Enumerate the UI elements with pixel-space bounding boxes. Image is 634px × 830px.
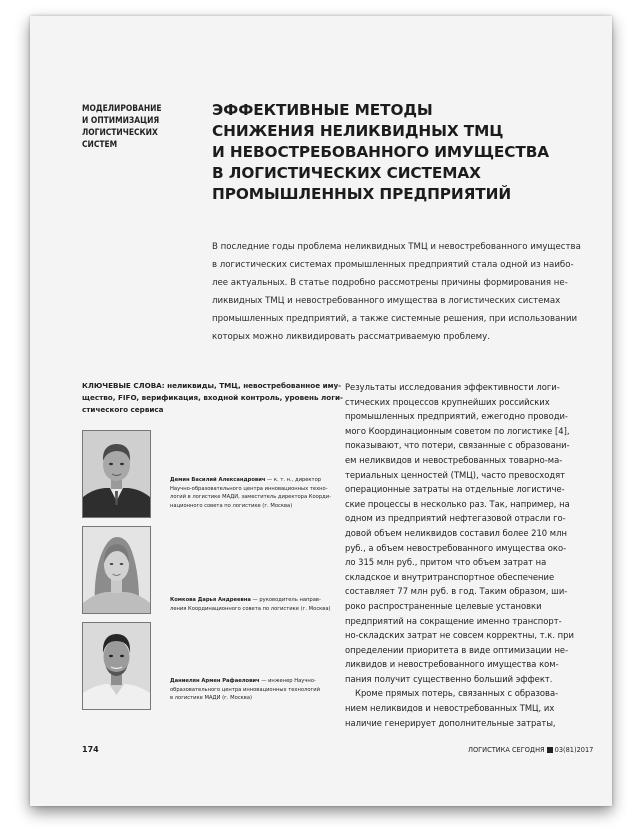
section-label: [82, 102, 192, 150]
body-line: определении приоритета в виде оптимизации не-: [345, 644, 569, 655]
body-line: Результаты исследования эффективности логи-: [345, 382, 560, 392]
author-role: — к. т. н., директор: [265, 477, 322, 483]
author-bio-demin: [170, 476, 330, 510]
author-bio-danielyan: [170, 677, 330, 703]
section-label-line: И ОПТИМИЗАЦИЯ: [82, 115, 160, 125]
abstract-line: ликвидных ТМЦ и невостребованного имущества в логистических системах: [212, 296, 561, 306]
keywords-line: щество, FIFO, верификация, входной контроль, уровень логи-: [82, 393, 343, 403]
author-bio-line: в логистике МАДИ (г. Москва): [170, 695, 253, 702]
body-line: операционные затраты на отдельные логистиче-: [345, 484, 565, 495]
author-bio-line: Научно-образовательного центра инновационных техно-: [170, 485, 328, 492]
body-line: ло 315 млн руб., притом что объем затрат на: [345, 557, 547, 568]
author-name: Даниелян Армен Рафаелович: [170, 678, 260, 684]
author-role: — руководитель направ-: [250, 597, 321, 603]
body-line: ские процессы в несколько раз. Так, например, на: [345, 498, 570, 509]
portrait-image: [83, 527, 150, 613]
author-role: — инженер Научно-: [259, 678, 316, 684]
keywords-line: КЛЮЧЕВЫЕ СЛОВА: неликвиды, ТМЦ, невостребованное иму-: [82, 381, 342, 390]
title-line: В ЛОГИСТИЧЕСКИХ СИСТЕМАХ: [212, 164, 481, 182]
author-bio-komkova: [170, 596, 330, 613]
keywords: [82, 380, 343, 417]
abstract: [212, 238, 582, 346]
author-bio-line: ления Координационного совета по логистике (г. Москва): [170, 605, 331, 612]
page-number: 174: [82, 745, 99, 754]
author-bio-line: образовательного центра инновационных технологий: [170, 686, 321, 693]
title-line: ПРОМЫШЛЕННЫХ ПРЕДПРИЯТИЙ: [212, 185, 512, 203]
body-line: довой объем неликвидов составил более 210 млн: [345, 527, 567, 538]
body-line: роко распространенные целевые установки: [345, 600, 542, 611]
title-line: СНИЖЕНИЯ НЕЛИКВИДНЫХ ТМЦ: [212, 122, 504, 140]
body-line: наличие генерирует дополнительные затраты,: [345, 717, 556, 728]
abstract-line: промышленных предприятий, а также системные решения, при использовании: [212, 314, 578, 324]
body-line: ликвидов и невостребованного имущества ком-: [345, 659, 559, 670]
body-line: пания получит существенно больший эффект.: [345, 673, 553, 684]
author-bio-line: национного совета по логистике (г. Москва): [170, 502, 293, 509]
portrait-image: [83, 623, 150, 709]
title-line: ЭФФЕКТИВНЫЕ МЕТОДЫ: [212, 101, 433, 119]
journal-footer: [468, 746, 593, 754]
abstract-line: лее актуальных. В статье подробно рассмотрены причины формирования не-: [212, 278, 568, 288]
journal-name: ЛОГИСТИКА СЕГОДНЯ: [468, 746, 545, 754]
author-photo-komkova: [82, 526, 151, 614]
body-line: но-складских затрат не совсем корректны, т.к. при: [345, 630, 574, 641]
title-line: И НЕВОСТРЕБОВАННОГО ИМУЩЕСТВА: [212, 143, 550, 161]
square-separator-icon: [547, 747, 553, 753]
abstract-line: которых можно ликвидировать рассматриваемую проблему.: [212, 332, 490, 342]
body-line: показывают, что потери, связанные с образовани-: [345, 440, 570, 451]
abstract-line: в логистических системах промышленных предприятий стала одной из наибо-: [212, 260, 574, 270]
journal-issue: 03(81)2017: [554, 746, 594, 754]
author-photo-danielyan: [82, 622, 151, 710]
author-name: Демин Василий Александрович: [170, 477, 266, 483]
section-label-line: СИСТЕМ: [82, 139, 118, 149]
author-bio-line: логий в логистике МАДИ, заместитель директора Коорди-: [170, 494, 331, 501]
body-line: одном из предприятий нефтегазовой отрасли го-: [345, 513, 566, 524]
body-line: руб., а объем невостребованного имущества око-: [345, 542, 567, 553]
body-line: предприятий на сокращение именно транспорт-: [345, 615, 562, 626]
article-title: [212, 100, 572, 205]
author-name: Комкова Дарья Андреевна: [170, 597, 251, 603]
body-line: териальных ценностей (ТМЦ), часто превосходят: [345, 469, 566, 480]
section-label-line: ЛОГИСТИЧЕСКИХ: [82, 127, 158, 137]
body-line: складское и внутритранспортное обеспечение: [345, 571, 555, 582]
section-label-line: МОДЕЛИРОВАНИЕ: [82, 103, 162, 113]
body-line: составляет 77 млн руб. в год. Таким образом, ши-: [345, 586, 568, 597]
article-body: [345, 380, 585, 730]
abstract-line: В последние годы проблема неликвидных ТМЦ и невостребованного имущества: [212, 242, 581, 252]
body-line: мого Координационным советом по логистике [4],: [345, 425, 570, 436]
author-photo-demin: [82, 430, 151, 518]
body-line: нием неликвидов и невостребованных ТМЦ, их: [345, 703, 555, 714]
portrait-image: [83, 431, 150, 517]
body-line: промышленных предприятий, ежегодно проводи-: [345, 411, 568, 422]
body-line: ем неликвидов и невостребованных товарно-ма-: [345, 454, 563, 465]
keywords-line: стического сервиса: [82, 405, 164, 415]
body-line: стических процессов крупнейших российских: [345, 396, 550, 407]
body-line: Кроме прямых потерь, связанных с образова-: [355, 688, 559, 699]
